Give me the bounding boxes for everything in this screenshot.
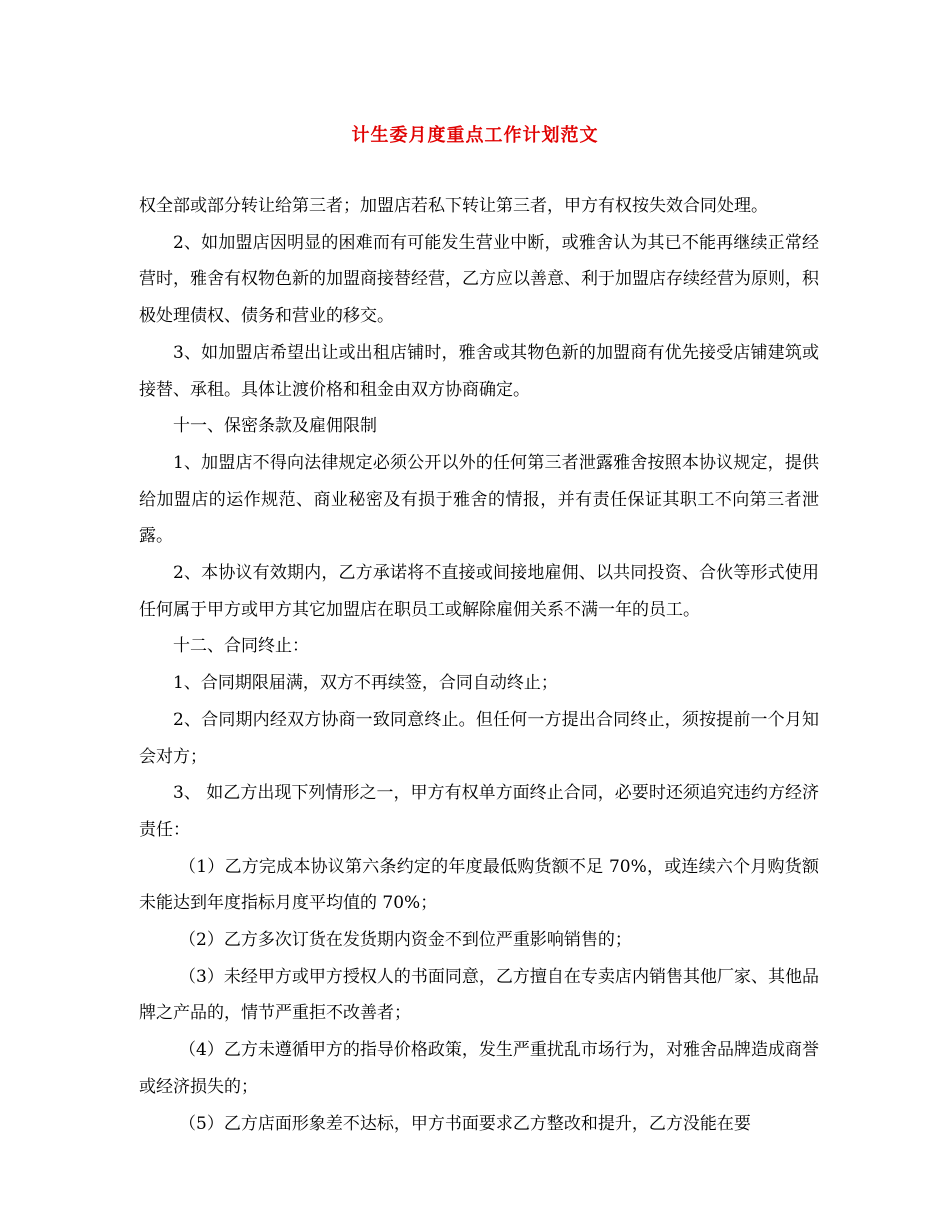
list-item: （3）未经甲方或甲方授权人的书面同意，乙方擅自在专卖店内销售其他厂家、其他品牌之产品的，情节严重拒不改善者； <box>139 966 819 1024</box>
paragraph: 3、 如乙方出现下列情形之一，甲方有权单方面终止合同，必要时还须追究违约方经济责任： <box>139 783 819 840</box>
paragraph: 2、如加盟店因明显的困难而有可能发生营业中断，或雅舍认为其已不能再继续正常经营时，雅舍有权物色新的加盟商接替经营，乙方应以善意、利于加盟店存续经营为原则，积极处理债权、债务和营业的移交。 <box>139 232 819 327</box>
list-item: （4）乙方未遵循甲方的指导价格政策，发生严重扰乱市场行为，对雅舍品牌造成商誉或经济损失的； <box>139 1040 819 1097</box>
paragraph: 权全部或部分转让给第三者；加盟店若私下转让第三者，甲方有权按失效合同处理。 <box>139 196 768 216</box>
list-item: （5）乙方店面形象差不达标，甲方书面要求乙方整改和提升，乙方没能在要 <box>179 1113 751 1134</box>
document-body <box>139 188 819 1142</box>
section-heading: 十一、保密条款及雇佣限制 <box>173 416 377 437</box>
list-item: （1）乙方完成本协议第六条约定的年度最低购货额不足 70%，或连续六个月购货额未能达到年度指标月度平均值的 70%； <box>139 856 819 914</box>
paragraph: 1、合同期限届满，双方不再续签，合同自动终止； <box>173 673 558 694</box>
paragraph: 2、合同期内经双方协商一致同意终止。但任何一方提出合同终止，须按提前一个月知会对方； <box>139 709 819 767</box>
list-item: （2）乙方多次订货在发货期内资金不到位严重影响销售的； <box>179 930 632 951</box>
section-heading: 十二、合同终止： <box>173 636 309 657</box>
document-title: 计生委月度重点工作计划范文 <box>351 125 599 146</box>
paragraph: 2、本协议有效期内，乙方承诺将不直接或间接地雇佣、以共同投资、合伙等形式使用任何属于甲方或甲方其它加盟店在职员工或解除雇佣关系不满一年的员工。 <box>139 563 819 620</box>
paragraph: 1、加盟店不得向法律规定必须公开以外的任何第三者泄露雅舍按照本协议规定，提供给加盟店的运作规范、商业秘密及有损于雅舍的情报，并有责任保证其职工不向第三者泄露。 <box>139 452 819 547</box>
paragraph: 3、如加盟店希望出让或出租店铺时，雅舍或其物色新的加盟商有优先接受店铺建筑或接替、承租。具体让渡价格和租金由双方协商确定。 <box>139 342 819 400</box>
